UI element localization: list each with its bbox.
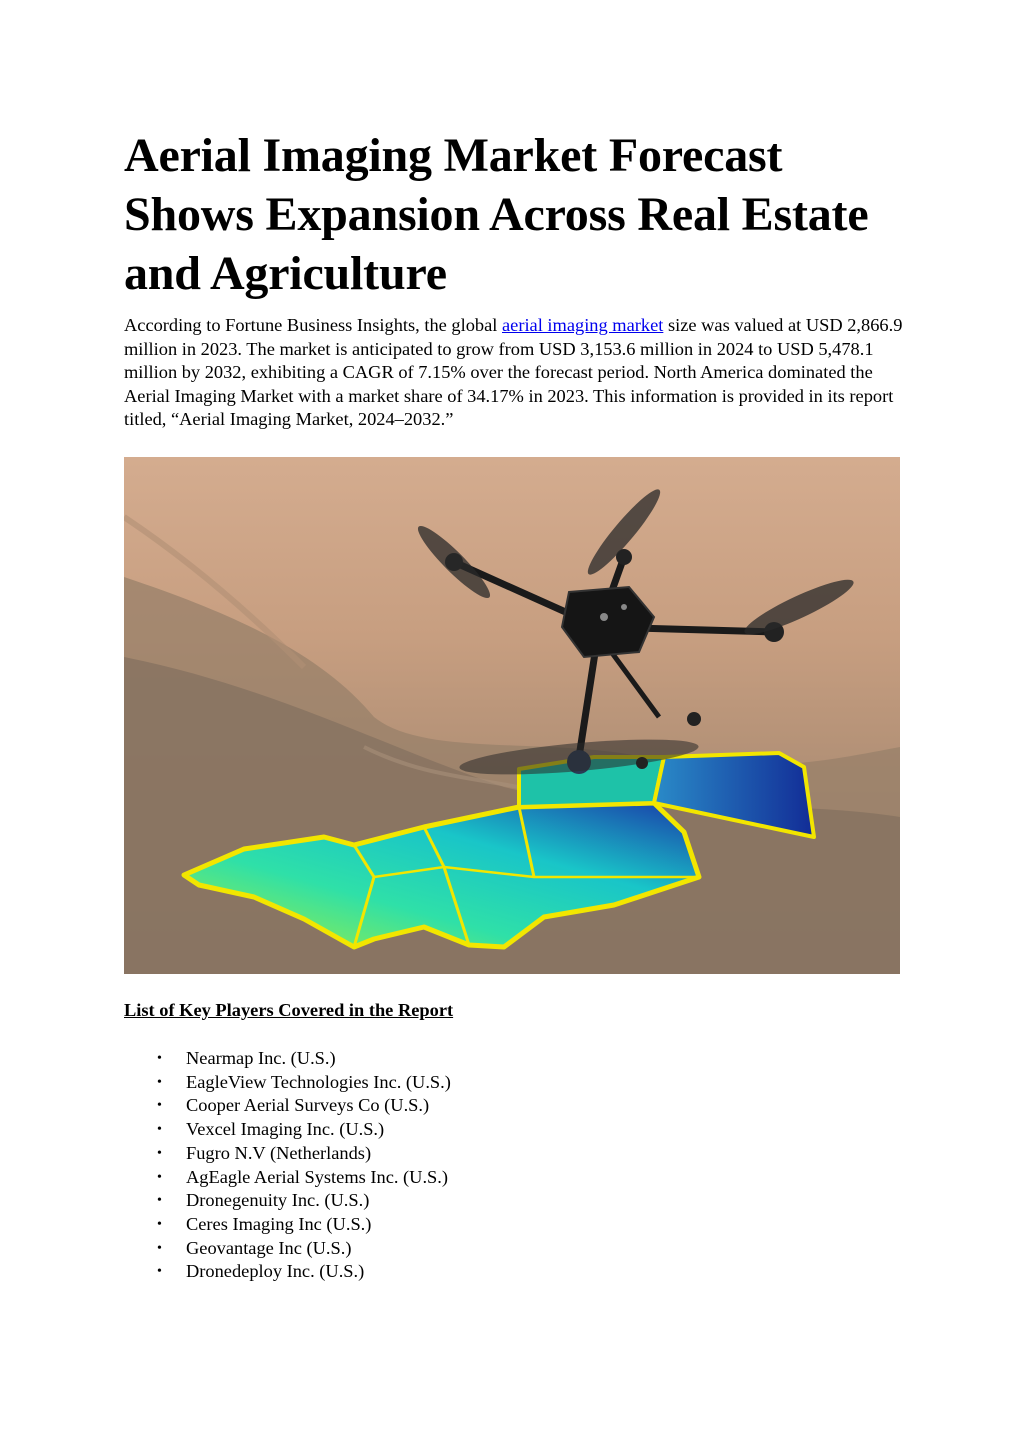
player-name: Dronedeploy Inc. (U.S.) [186, 1261, 365, 1282]
bullet-icon: • [157, 1145, 162, 1161]
key-players-heading: List of Key Players Covered in the Report [124, 1000, 454, 1020]
article-title: Aerial Imaging Market Forecast Shows Expansion Across Real Estate and Agriculture [124, 129, 869, 300]
bullet-icon: • [157, 1122, 162, 1138]
bullet-icon: • [157, 1051, 162, 1066]
bullet-icon: • [157, 1074, 162, 1090]
list-item [124, 1142, 451, 1166]
aerial-imaging-market-link[interactable]: aerial imaging market [502, 315, 664, 335]
list-item [124, 1118, 451, 1142]
player-name: AgEagle Aerial Systems Inc. (U.S.) [186, 1166, 449, 1187]
bullet-icon: • [157, 1216, 162, 1232]
player-name: Nearmap Inc. (U.S.) [186, 1048, 336, 1068]
key-players-list [124, 1047, 451, 1284]
player-name: Dronegenuity Inc. (U.S.) [186, 1190, 370, 1211]
list-item [124, 1166, 451, 1190]
intro-paragraph [124, 314, 914, 432]
list-item [124, 1189, 451, 1213]
list-item [124, 1213, 451, 1237]
player-name: Geovantage Inc (U.S.) [186, 1237, 352, 1258]
bullet-icon: • [157, 1169, 162, 1185]
list-item [124, 1094, 451, 1118]
list-item [124, 1071, 451, 1095]
list-item [124, 1047, 451, 1071]
bullet-icon: • [157, 1098, 162, 1114]
player-name: Vexcel Imaging Inc. (U.S.) [186, 1119, 385, 1140]
intro-text-end: size was valued at USD 2,866.9 million in 2023. The market is anticipated to grow from USD 3,153.6 million in 2024 to USD 5,478.1 million by 2032, exhibiting a CAGR of 7.15% over the forecast period. North America dominated the Aerial Imaging Market with a market share of 34.17% in 2023. This information is provided in its report titled, “Aerial Imaging Market, 2024–2032.” [124, 315, 903, 429]
bullet-icon: • [157, 1193, 162, 1209]
player-name: Ceres Imaging Inc (U.S.) [186, 1213, 372, 1234]
list-item [124, 1260, 451, 1284]
drone-field-photo [124, 457, 900, 974]
list-item [124, 1237, 451, 1261]
player-name: EagleView Technologies Inc. (U.S.) [186, 1071, 451, 1092]
bullet-icon: • [157, 1240, 162, 1256]
bullet-icon: • [157, 1264, 162, 1280]
intro-text-start: According to Fortune Business Insights, the global [124, 315, 502, 335]
player-name: Cooper Aerial Surveys Co (U.S.) [186, 1095, 430, 1116]
player-name: Fugro N.V (Netherlands) [186, 1142, 372, 1163]
